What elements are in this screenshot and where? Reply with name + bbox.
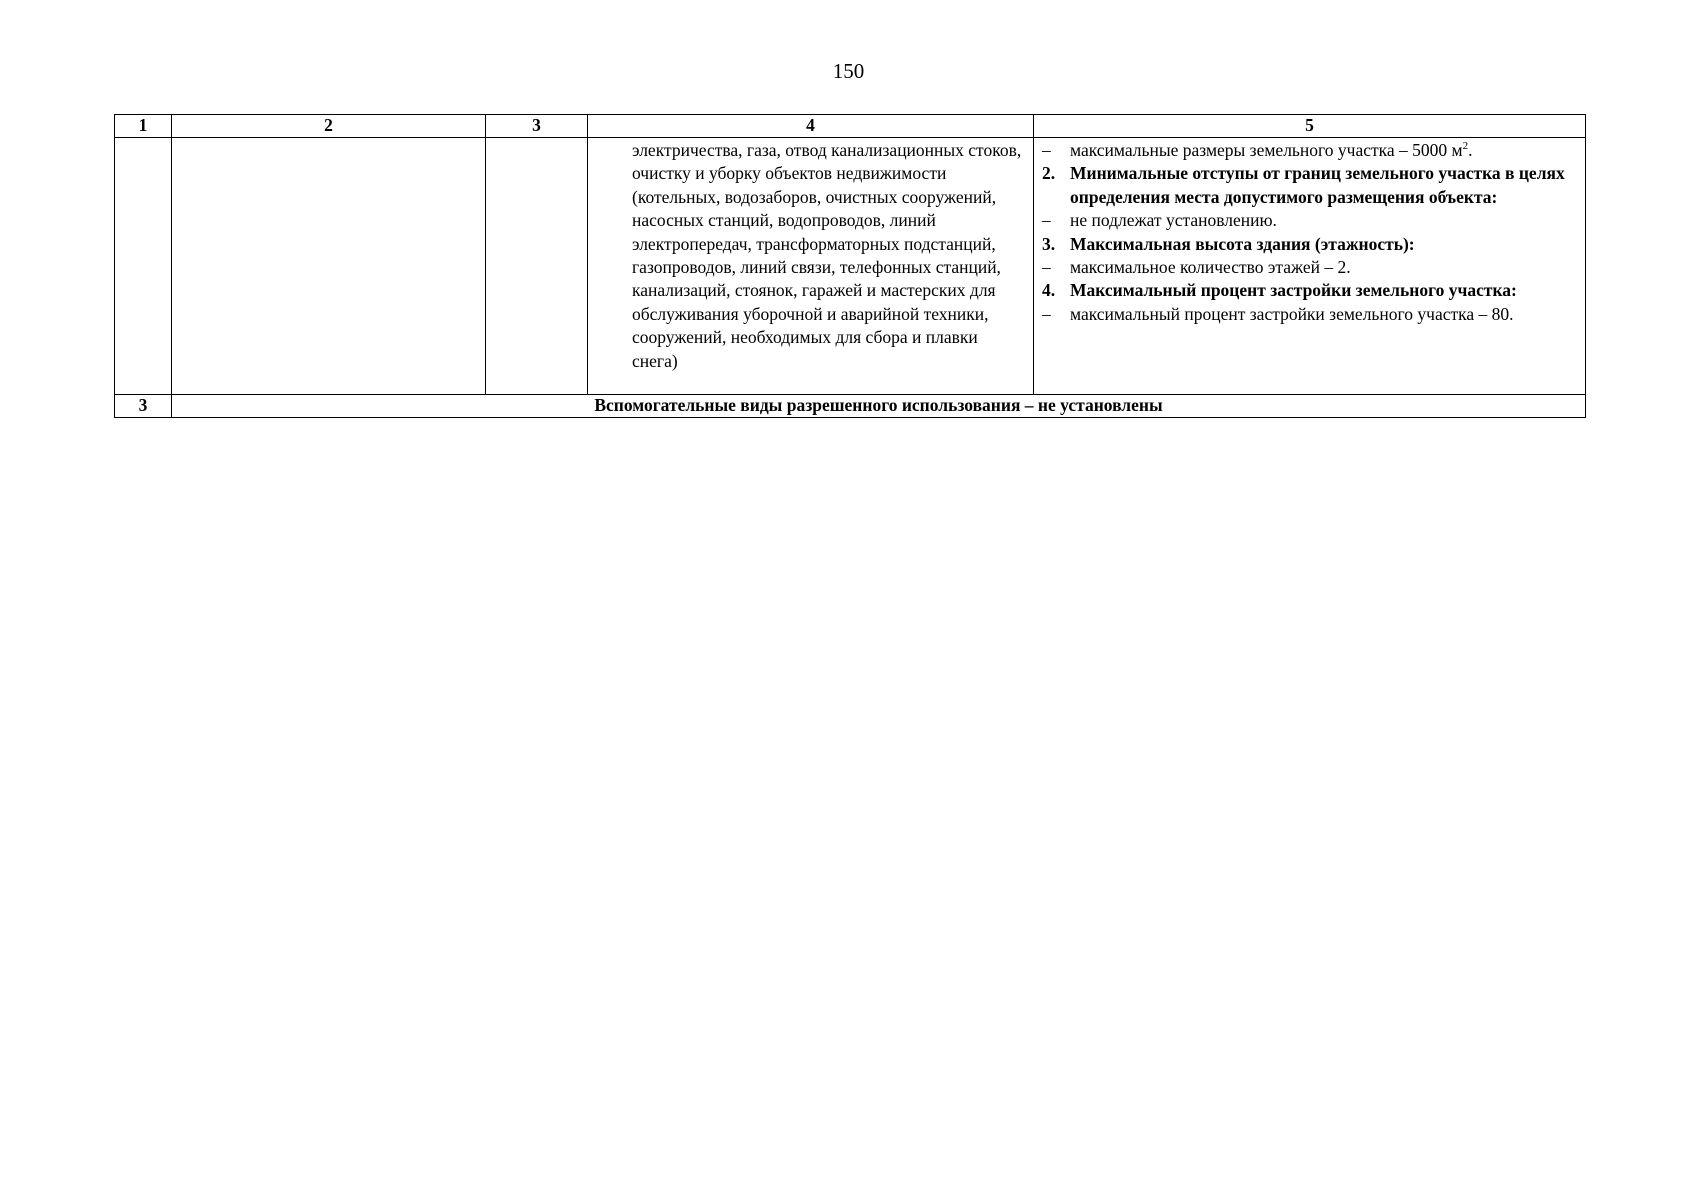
- list-item-marker: –: [1042, 303, 1051, 324]
- list-item-text: максимальный процент застройки земельного участка – 80.: [1070, 303, 1514, 324]
- cell-col-2: [172, 138, 486, 395]
- list-item: [1042, 139, 1585, 162]
- list-item-marker: –: [1042, 257, 1051, 278]
- list-item-text: Минимальные отступы от границ земельного участка в целях определения места допустимого размещения объекта:: [1070, 163, 1565, 207]
- list-item: [1042, 233, 1585, 256]
- header-col-4: 4: [588, 115, 1034, 138]
- header-col-5: 5: [1034, 115, 1586, 138]
- regulations-table: [114, 114, 1586, 418]
- cell-col-3: [486, 138, 588, 395]
- list-item: [1042, 162, 1585, 209]
- cell-parameters: [1034, 138, 1586, 395]
- cell-col-1: [115, 138, 172, 395]
- table-row: [115, 138, 1586, 395]
- auxiliary-number: 3: [115, 395, 172, 418]
- list-item-marker: 2.: [1042, 163, 1056, 184]
- auxiliary-text: Вспомогательные виды разрешенного использования – не установлены: [172, 395, 1586, 418]
- header-col-2: 2: [172, 115, 486, 138]
- list-item-text: Максимальная высота здания (этажность):: [1070, 233, 1415, 254]
- cell-description: электричества, газа, отвод канализационных стоков, очистку и уборку объектов недвижимости (котельных, водозаборов, очистных сооружений, насосных станций, водопроводов, линий электропередач, трансформаторных подстанций, газопроводов, линий связи, телефонных станций, канализаций, стоянок, гаражей и мастерских для обслуживания уборочной и аварийной техники, сооружений, необходимых для сбора и плавки снега): [588, 138, 1034, 395]
- list-item-text: максимальное количество этажей – 2.: [1070, 257, 1351, 278]
- list-item: [1042, 279, 1585, 302]
- header-col-1: 1: [115, 115, 172, 138]
- list-item-text: Максимальный процент застройки земельного участка:: [1070, 280, 1517, 301]
- list-item-marker: 3.: [1042, 233, 1056, 254]
- list-item: [1042, 209, 1585, 232]
- page-number: 150: [832, 59, 865, 83]
- list-item-text: максимальные размеры земельного участка – 5000 $м^2$.: [1070, 140, 1473, 160]
- list-item: [1042, 303, 1585, 326]
- list-item-marker: –: [1042, 140, 1051, 160]
- list-item-text: не подлежат установлению.: [1070, 210, 1277, 231]
- list-item-marker: –: [1042, 210, 1051, 231]
- header-col-3: 3: [486, 115, 588, 138]
- parameters-list: [1042, 139, 1585, 326]
- table-header-row: [115, 115, 1586, 138]
- superscript: 2: [1462, 140, 1469, 153]
- list-item: [1042, 256, 1585, 279]
- list-item-marker: 4.: [1042, 280, 1056, 301]
- table-row-auxiliary: [115, 395, 1586, 418]
